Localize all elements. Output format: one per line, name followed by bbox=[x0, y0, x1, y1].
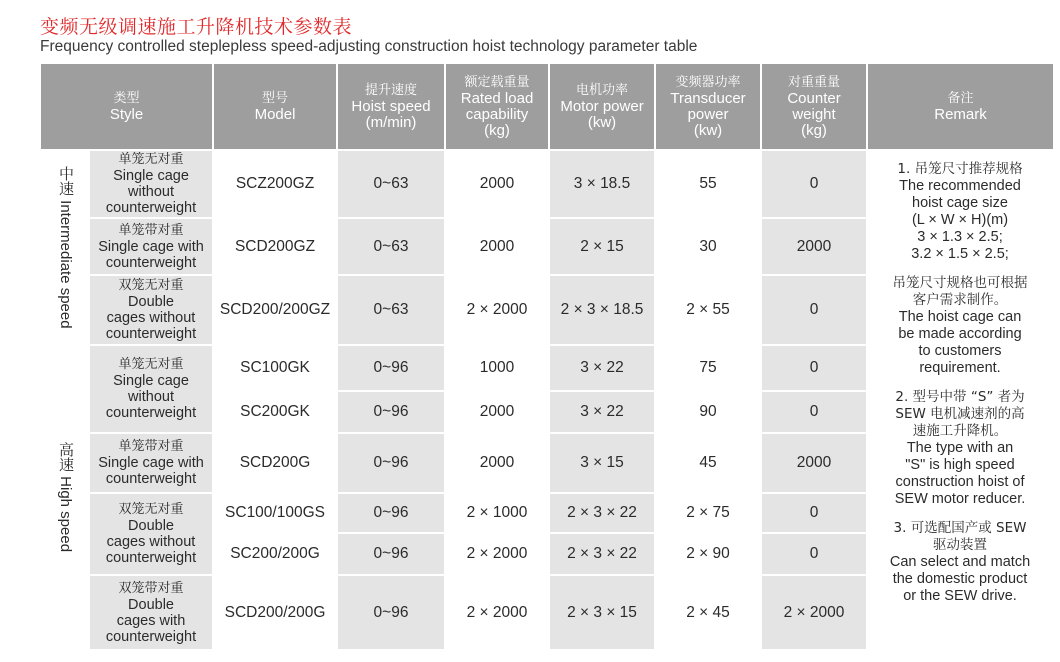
parameter-table bbox=[40, 64, 1054, 651]
counterweight-cell: 2000 bbox=[761, 218, 867, 275]
motor-cell: 2 × 3 × 15 bbox=[549, 575, 655, 650]
counterweight-cell: 0 bbox=[761, 275, 867, 345]
motor-cell: 3 × 18.5 bbox=[549, 150, 655, 218]
counterweight-cell: 2 × 2000 bbox=[761, 575, 867, 650]
header-style: 类型 Style bbox=[41, 64, 213, 150]
style-cell: 单笼带对重 Single cage with counterweight bbox=[89, 218, 213, 275]
load-cell: 2000 bbox=[445, 391, 549, 433]
remark-1b: 吊笼尺寸规格也可根据 客户需求制作。 The hoist cage can be made according to customers requirement. bbox=[892, 275, 1028, 376]
transducer-cell: 2 × 55 bbox=[655, 275, 761, 345]
load-cell: 2 × 2000 bbox=[445, 533, 549, 575]
speed-cell: 0~63 bbox=[337, 275, 445, 345]
remark-1: 1. 吊笼尺寸推荐规格 The recommended hoist cage size (L × W × H)(m) 3 × 1.3 × 2.5; 3.2 × 1.5 × 2.5; bbox=[897, 161, 1023, 262]
speed-cell: 0~63 bbox=[337, 218, 445, 275]
motor-cell: 3 × 15 bbox=[549, 433, 655, 493]
speed-cell: 0~96 bbox=[337, 433, 445, 493]
load-cell: 2000 bbox=[445, 218, 549, 275]
style-cell: 双笼带对重 Double cages with counterweight bbox=[89, 575, 213, 650]
model-cell: SC200/200G bbox=[213, 533, 337, 575]
speed-cell: 0~96 bbox=[337, 493, 445, 533]
remark-3: 3. 可选配国产或 SEW 驱动装置 Can select and match the domestic product or the SEW drive. bbox=[889, 520, 1031, 604]
header-row bbox=[41, 64, 1053, 150]
style-cell: 单笼无对重 Single cage without counterweight bbox=[89, 150, 213, 218]
group-high-speed: 高速 High speed bbox=[41, 345, 89, 650]
header-remark: 备注 Remark bbox=[867, 64, 1053, 150]
header-load: 额定载重量 Rated load capability (kg) bbox=[445, 64, 549, 150]
transducer-cell: 30 bbox=[655, 218, 761, 275]
group-intermediate-speed: 中速 Intermediate speed bbox=[41, 150, 89, 345]
speed-cell: 0~63 bbox=[337, 150, 445, 218]
model-cell: SC100GK bbox=[213, 345, 337, 391]
speed-cell: 0~96 bbox=[337, 533, 445, 575]
counterweight-cell: 0 bbox=[761, 150, 867, 218]
remark-2: 2. 型号中带 “S” 者为 SEW 电机减速剂的高 速施工升降机。 The type with an "S" is high speed construction hoist of SEW motor reducer. bbox=[894, 389, 1026, 507]
style-cell: 双笼无对重 Double cages without counterweight bbox=[89, 493, 213, 575]
load-cell: 2000 bbox=[445, 150, 549, 218]
table-row bbox=[41, 150, 1053, 218]
header-model: 型号 Model bbox=[213, 64, 337, 150]
motor-cell: 2 × 3 × 22 bbox=[549, 493, 655, 533]
model-cell: SC200GK bbox=[213, 391, 337, 433]
motor-cell: 2 × 15 bbox=[549, 218, 655, 275]
transducer-cell: 90 bbox=[655, 391, 761, 433]
transducer-cell: 2 × 45 bbox=[655, 575, 761, 650]
transducer-cell: 45 bbox=[655, 433, 761, 493]
header-counterweight: 对重重量 Counter weight (kg) bbox=[761, 64, 867, 150]
motor-cell: 2 × 3 × 22 bbox=[549, 533, 655, 575]
model-cell: SCZ200GZ bbox=[213, 150, 337, 218]
model-cell: SC100/100GS bbox=[213, 493, 337, 533]
style-cell: 单笼无对重 Single cage without counterweight bbox=[89, 345, 213, 433]
model-cell: SCD200GZ bbox=[213, 218, 337, 275]
header-speed: 提升速度 Hoist speed (m/min) bbox=[337, 64, 445, 150]
counterweight-cell: 0 bbox=[761, 391, 867, 433]
transducer-cell: 2 × 90 bbox=[655, 533, 761, 575]
load-cell: 2 × 1000 bbox=[445, 493, 549, 533]
motor-cell: 3 × 22 bbox=[549, 345, 655, 391]
load-cell: 2 × 2000 bbox=[445, 575, 549, 650]
model-cell: SCD200G bbox=[213, 433, 337, 493]
counterweight-cell: 2000 bbox=[761, 433, 867, 493]
speed-cell: 0~96 bbox=[337, 391, 445, 433]
speed-cell: 0~96 bbox=[337, 345, 445, 391]
page-title-cn: 变频无级调速施工升降机技术参数表 bbox=[40, 16, 353, 38]
page-title-en: Frequency controlled steplepless speed-adjusting construction hoist technology parameter table bbox=[40, 38, 698, 55]
motor-cell: 2 × 3 × 18.5 bbox=[549, 275, 655, 345]
style-cell: 双笼无对重 Double cages without counterweight bbox=[89, 275, 213, 345]
transducer-cell: 55 bbox=[655, 150, 761, 218]
counterweight-cell: 0 bbox=[761, 345, 867, 391]
style-cell: 单笼带对重 Single cage with counterweight bbox=[89, 433, 213, 493]
motor-cell: 3 × 22 bbox=[549, 391, 655, 433]
transducer-cell: 75 bbox=[655, 345, 761, 391]
remark-cell bbox=[867, 150, 1053, 650]
counterweight-cell: 0 bbox=[761, 493, 867, 533]
model-cell: SCD200/200GZ bbox=[213, 275, 337, 345]
model-cell: SCD200/200G bbox=[213, 575, 337, 650]
load-cell: 1000 bbox=[445, 345, 549, 391]
transducer-cell: 2 × 75 bbox=[655, 493, 761, 533]
counterweight-cell: 0 bbox=[761, 533, 867, 575]
header-transducer: 变频器功率 Transducer power (kw) bbox=[655, 64, 761, 150]
speed-cell: 0~96 bbox=[337, 575, 445, 650]
load-cell: 2000 bbox=[445, 433, 549, 493]
load-cell: 2 × 2000 bbox=[445, 275, 549, 345]
header-motor: 电机功率 Motor power (kw) bbox=[549, 64, 655, 150]
